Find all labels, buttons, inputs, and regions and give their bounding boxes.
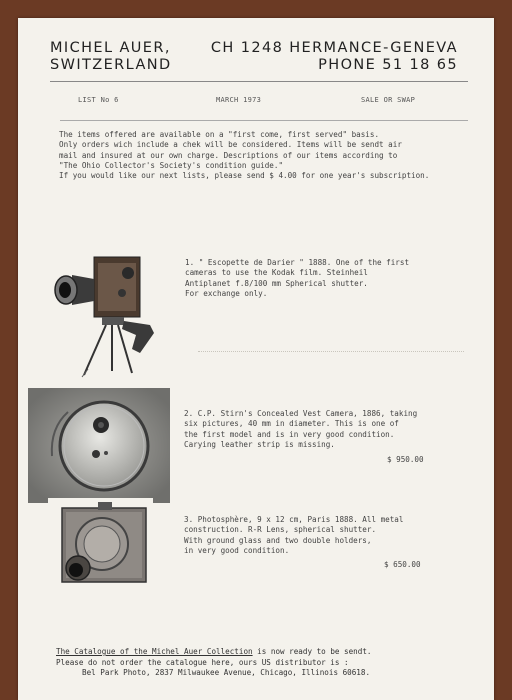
dealer-phone: PHONE 51 18 65 bbox=[318, 57, 458, 73]
distributor-address: Bel Park Photo, 2837 Milwaukee Avenue, Chicago, Illinois 60618. bbox=[82, 668, 371, 677]
header-divider bbox=[50, 81, 468, 82]
catalogue-notice: The Catalogue of the Michel Auer Collection is now ready to be sendt. Please do not order the catalogue here, ours US distributor is : Bel Park Photo, 2837 Milwaukee Avenue, Chicago, Illinois 60618. bbox=[56, 647, 372, 677]
dealer-address: CH 1248 HERMANCE-GENEVA bbox=[210, 40, 458, 56]
list-terms: SALE OR SWAP bbox=[361, 96, 416, 104]
item-2-price: $ 950.00 bbox=[387, 455, 424, 464]
item-1-description: 1. " Escopette de Darier " 1888. One of the first cameras to use the Kodak film. Steinheil Antiplanet f.8/100 mm Spherical shutter. For exchange only. bbox=[185, 258, 410, 298]
stirn-vest-camera-photo bbox=[28, 388, 170, 503]
separator-line bbox=[198, 351, 464, 352]
intro-line: mail and insured at our own charge. Descriptions of our items according to bbox=[59, 150, 398, 160]
list-number: LIST No 6 bbox=[78, 96, 119, 104]
dealer-country: SWITZERLAND bbox=[50, 57, 172, 73]
item-2-description: 2. C.P. Stirn's Concealed Vest Camera, 1886, taking six pictures, 40 mm in diameter. This is one of the first model and is in very good condition. Carying leather strip is missing. bbox=[184, 409, 418, 449]
intro-text bbox=[59, 130, 429, 181]
photosphere-camera-photo bbox=[48, 498, 153, 600]
escopette-camera-photo bbox=[32, 243, 172, 388]
intro-line: If you would like our next lists, please send $ 4.00 for one year's subscription. bbox=[59, 171, 430, 181]
meta-divider bbox=[60, 120, 468, 121]
distributor-note: Please do not order the catalogue here, ours US distributor is : bbox=[56, 657, 349, 667]
intro-line: The items offered are available on a "first come, first served" basis. bbox=[59, 130, 380, 139]
item-3-description: 3. Photosphère, 9 x 12 cm, Paris 1888. All metal construction. R-R Lens, spherical shutter. With ground glass and two double holders, in very good condition. bbox=[184, 515, 404, 555]
price-list-sheet bbox=[18, 18, 494, 700]
catalogue-title: The Catalogue of the Michel Auer Collection bbox=[56, 647, 253, 656]
list-date: MARCH 1973 bbox=[216, 96, 262, 104]
item-3-price: $ 650.00 bbox=[384, 560, 421, 569]
intro-line: Only orders wich include a chek will be considered. Items will be sendt air bbox=[59, 140, 402, 150]
dealer-name: MICHEL AUER, bbox=[50, 40, 171, 56]
intro-line: "The Ohio Collector's Society's condition guide." bbox=[59, 160, 284, 170]
